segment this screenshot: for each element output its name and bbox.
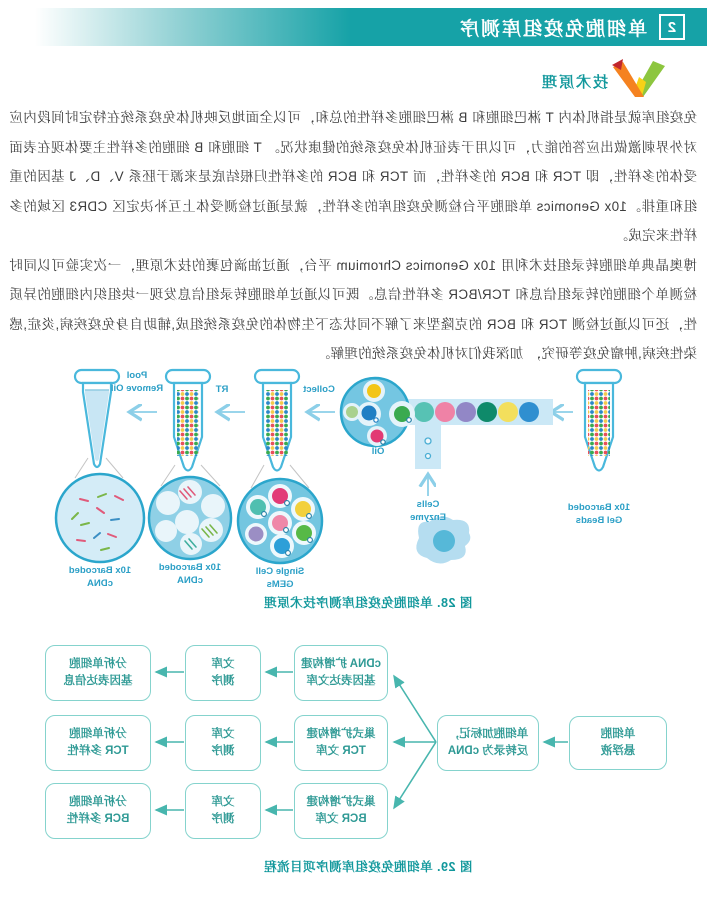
flow-box-line: 巢式扩增构建	[306, 796, 376, 808]
flow-box-line: BCR 文库	[315, 813, 367, 825]
label-single-cell-gems	[230, 566, 330, 591]
flow-box-line: 测序	[211, 675, 235, 687]
flow-box-line: cDNA 扩增构建	[300, 658, 382, 670]
section-heading: 技术原理	[539, 74, 608, 91]
flow-box-sequencing-3	[185, 783, 261, 839]
chapter-number: 2	[667, 18, 677, 36]
flow-box-line: 测序	[211, 745, 235, 757]
label-cells-enzyme	[392, 499, 464, 524]
label-line: cDNA	[87, 577, 113, 589]
flow-box-line: 单细胞	[600, 728, 636, 740]
label-barcoded-cdna-2	[50, 565, 150, 590]
flow-box-line: 文库	[211, 796, 235, 808]
flow-box-line: 文库	[211, 728, 235, 740]
flow-box-line: 分析单细胞	[69, 796, 127, 808]
flow-box-line: 巢式扩增构建	[306, 728, 376, 740]
paragraph-1: 免疫组库就是指机体内 T 淋巴细胞和 B 淋巴细胞多样性的总和，可以全面地反映机体免疫系统在特定时间段内应对外界刺激做出应答的能力，可以用于表征机体免疫系统的健康状况。 T 细胞和 B 细胞的多样性主要体现在表面受体的多样性，即 TCR 和 BCR 的多样性，而 TCR 和 BCR 的多样性归根结底是来源于胚系 V、D、J 基因的重组和重排。10x Genomics 单细胞平台检测免疫组库的多样性，就是通过检测受体上互补决定区 CDR3 区域的多样性来完成。	[9, 110, 697, 243]
fig28-droplet-circle	[341, 378, 415, 446]
flow-box-line: 分析单细胞	[69, 658, 127, 670]
flow-box-barcode	[437, 715, 539, 771]
label-line: GEMs	[266, 578, 294, 590]
paragraph-2: 博奥晶典单细胞转录组技术利用 10x Genomics Chromium 平台，通过油滴包裹的技术原理，一次实验可以同时检测单个细胞的转录组信息和 TCR/BCR 多样性信息。既可以通过单细胞转录组信息发现一块组织内细胞的异质性，还可以通过检测 TCR 和 BCR 的克隆型来了解不同状态下生物体的免疫系统组成,辅助自身免疫疾病,炎症,感染性疾病,肿瘤免疫等研究， 加深我们对机体免疫系统的理解。	[9, 257, 697, 361]
label-rt: RT	[215, 384, 229, 395]
flow-box-line: BCR 多样性	[66, 813, 130, 825]
figure28-caption: 图 28. 单细胞免疫组库测序技术原理	[263, 596, 473, 610]
fig28-pooled-cdna-circle	[56, 474, 144, 562]
flow-box-suspension	[569, 716, 667, 770]
flow-box-line: 分析单细胞	[69, 728, 127, 740]
label-line: Gel Beads	[575, 514, 623, 526]
fig28-barcoded-cdna-gems-circle	[149, 477, 231, 559]
flow-box-line: TCR 多样性	[67, 745, 129, 757]
label-line: Cells	[416, 499, 440, 510]
label-gel-beads	[549, 502, 649, 527]
label-line: Enzyme	[410, 511, 446, 523]
flow-box-sequencing-1	[185, 645, 261, 701]
flow-box-line: 基因表达文库	[306, 675, 376, 687]
label-line: Remove Oil	[110, 382, 164, 394]
fig28-single-cell-gems-circle	[238, 479, 322, 563]
flow-box-analyze-expression	[45, 645, 151, 701]
label-line: Pool	[126, 370, 148, 381]
label-line: 10x Barcoded	[68, 565, 132, 576]
fig28-microfluidic-channel	[403, 399, 553, 469]
flow-box-line: 反转录为 cDNA	[447, 745, 529, 757]
label-line: 10x Barcoded	[567, 502, 631, 513]
flow-box-bcr-library	[294, 783, 388, 839]
flow-box-tcr-library	[294, 715, 388, 771]
label-line: 10x Barcoded	[158, 562, 222, 573]
flow-box-analyze-bcr	[45, 783, 151, 839]
figure29-caption: 图 29. 单细胞免疫组库测序项目流程	[263, 860, 473, 874]
label-collect: Collect	[303, 384, 335, 395]
chapter-title: 单细胞免疫组库测序	[457, 18, 647, 40]
flow-box-line: 基因表达信息	[63, 675, 133, 687]
label-barcoded-cdna-1	[140, 562, 240, 587]
flow-box-sequencing-2	[185, 715, 261, 771]
flow-box-analyze-tcr	[45, 715, 151, 771]
label-pool-remove-oil	[97, 370, 177, 395]
label-oil: Oil	[371, 446, 385, 457]
flow-box-line: 悬浮液	[600, 745, 636, 757]
flow-box-cdna-library	[294, 645, 388, 701]
flow-box-line: 文库	[211, 658, 235, 670]
flow-box-line: 单细胞加标记，	[447, 728, 529, 740]
fig28-gel-bead-tube	[577, 370, 621, 471]
flow-box-line: TCR 文库	[316, 745, 366, 757]
label-line: cDNA	[177, 574, 203, 586]
label-line: Single Cell	[255, 566, 305, 577]
flow-box-line: 测序	[211, 813, 235, 825]
